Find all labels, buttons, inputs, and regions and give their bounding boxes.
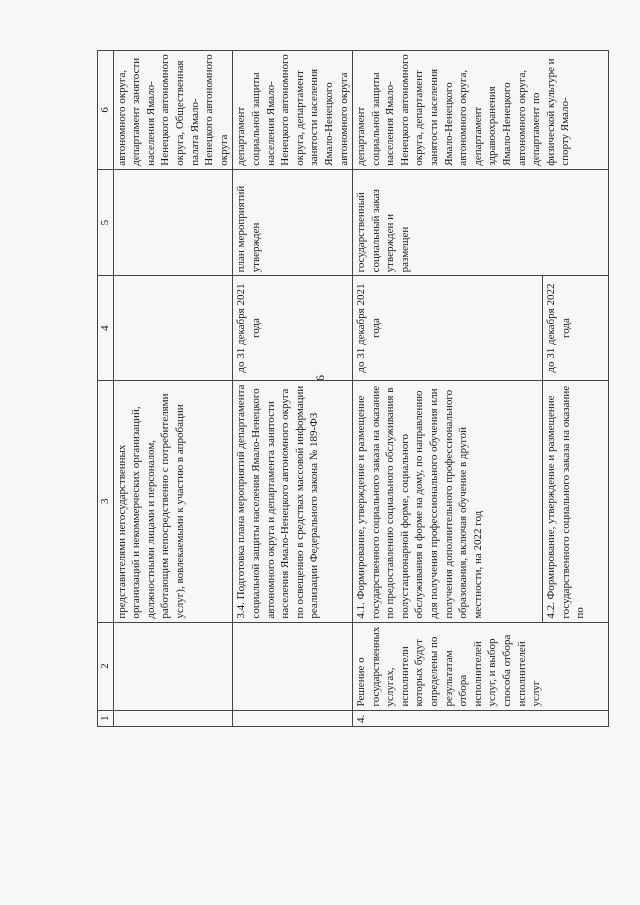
deadline-cell: до 31 декабря 2021 года xyxy=(353,276,543,380)
responsible-cell: департамент социальной защиты населения Ямало-Ненецкого автономного округа, департамент занятости населения Ямало-Ненецкого автономного округа xyxy=(233,51,353,170)
deadline-cell: до 31 декабря 2022 года xyxy=(543,276,609,380)
table-wrapper xyxy=(97,50,587,727)
measure-cell: представителями негосударственных организаций и некоммерческих организаций, должностными лицами и персоналом, работающим непосредственно с потребителями услуг), вовлекаемыми к участию в апробации xyxy=(113,380,233,622)
rotated-table-container xyxy=(97,50,587,727)
measure-cell: 3.4. Подготовка плана мероприятий департамента социальной защиты населения Ямало-Ненецкого автономного округа и департамента занятости населения Ямало-Ненецкого автономного округа по освещению в средствах массовой информации реализации Федерального закона № 189-ФЗ xyxy=(233,380,353,622)
table-row xyxy=(233,51,353,727)
page-number: 6 xyxy=(313,375,327,381)
row-number-cell xyxy=(113,710,233,726)
responsible-cell: автономного округа, департамент занятости населения Ямало-Ненецкого автономного округа, Общественная палата Ямало-Ненецкого автономного округа xyxy=(113,51,233,170)
plan-table xyxy=(97,50,609,727)
result-cell: план мероприятий утвержден xyxy=(233,169,353,276)
measure-cell: 4.2. Формирование, утверждение и размещение государственного социального заказа на оказание по xyxy=(543,380,609,622)
header-cell: 6 xyxy=(98,51,114,170)
decision-cell xyxy=(233,622,353,710)
table-row xyxy=(113,51,233,727)
row-number-cell: 4. xyxy=(353,710,609,726)
row-number-cell xyxy=(233,710,353,726)
result-cell: государственный социальный заказ утвержден и размещен xyxy=(353,169,609,276)
header-cell: 3 xyxy=(98,380,114,622)
result-cell xyxy=(113,169,233,276)
measure-cell: 4.1. Формирование, утверждение и размещение государственного социального заказа на оказание по предоставлению социального обслуживания в полустационарной форме, социального обслуживания в форме на дому, по направлению для получения профессионального обучения или получения дополнительного профессионального образования, включая обучение в другой местности, на 2022 год xyxy=(353,380,543,622)
deadline-cell xyxy=(113,276,233,380)
header-cell: 2 xyxy=(98,622,114,710)
responsible-cell: департамент социальной защиты населения Ямало-Ненецкого автономного округа, департамент занятости населения Ямало-Ненецкого автономного округа, департамент здравоохранения Ямало-Ненецкого автономного округа, департамент по физической культуре и спорту Ямало- xyxy=(353,51,609,170)
header-cell: 5 xyxy=(98,169,114,276)
table-row xyxy=(353,51,543,727)
decision-cell xyxy=(113,622,233,710)
header-row xyxy=(98,51,114,727)
decision-cell: Решение о государственных услугах, исполнители которых будут определены по результатам отбора исполнителей услуг, и выбор способа отбора исполнителей услуг xyxy=(353,622,609,710)
deadline-cell: до 31 декабря 2021 года xyxy=(233,276,353,380)
header-cell: 1 xyxy=(98,710,114,726)
header-cell: 4 xyxy=(98,276,114,380)
